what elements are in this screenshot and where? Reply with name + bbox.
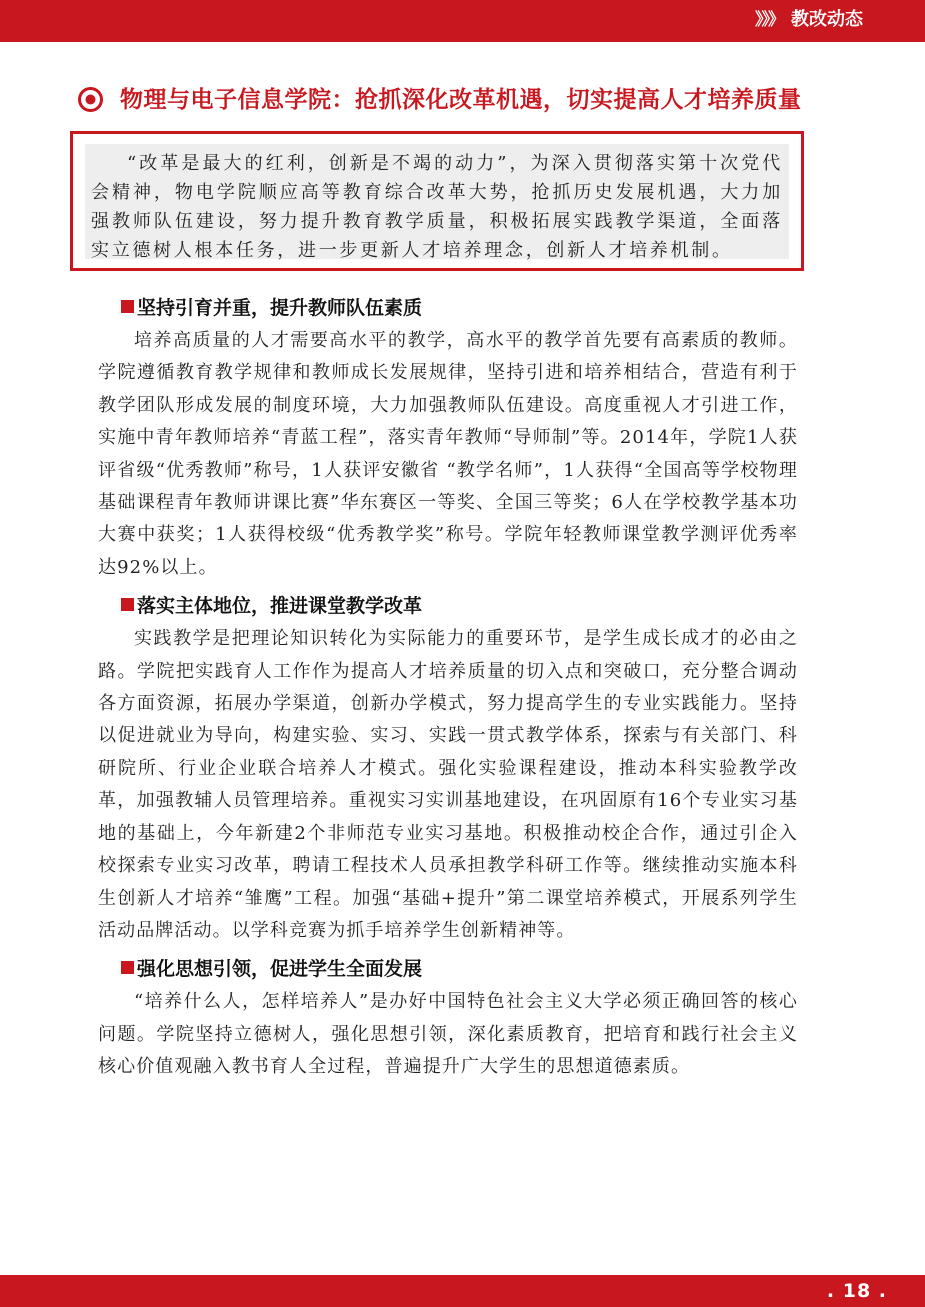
article-title-row bbox=[78, 84, 878, 118]
chevron-arrows-icon: 》》》 bbox=[755, 10, 783, 30]
section-label bbox=[755, 8, 863, 32]
section-paragraph: 实践教学是把理论知识转化为实际能力的重要环节，是学生成长成才的必由之路。学院把实践育人工作作为提高人才培养质量的切入点和突破口，充分整合调动各方面资源，拓展办学渠道，创新办学模式，努力提高学生的专业实践能力。坚持以促进就业为导向，构建实验、实习、实践一贯式教学体系，探索与有关部门、科研院所、行业企业联合培养人才模式。强化实验课程建设，推动本科实验教学改革，加强教辅人员管理培养。重视实习实训基地建设，在巩固原有16个专业实习基地的基础上，今年新建2个非师范专业实习基地。积极推动校企合作，通过引企入校探索专业实习改革，聘请工程技术人员承担教学科研工作等。继续推动实施本科生创新人才培养“雏鹰”工程。加强“基础+提升”第二课堂培养模式，开展系列学生活动品牌活动。以学科竞赛为抓手培养学生创新精神等。 bbox=[98, 628, 798, 941]
section-paragraph: “培养什么人，怎样培养人”是办好中国特色社会主义大学必须正确回答的核心问题。学院坚持立德树人，强化思想引领，深化素质教育，把培育和践行社会主义核心价值观融入教书育人全过程，普遍提升广大学生的思想道德素质。 bbox=[98, 991, 798, 1078]
square-bullet-icon bbox=[121, 598, 134, 611]
header-band bbox=[0, 0, 925, 42]
page-number: . 18 . bbox=[826, 1280, 887, 1302]
target-icon bbox=[78, 87, 103, 112]
section-heading bbox=[98, 590, 798, 623]
article-body bbox=[98, 292, 798, 1090]
section-heading bbox=[98, 292, 798, 325]
lead-background bbox=[85, 144, 789, 259]
section-heading bbox=[98, 953, 798, 986]
footer-band bbox=[0, 1275, 925, 1307]
section-paragraph: 培养高质量的人才需要高水平的教学，高水平的教学首先要有高素质的教师。学院遵循教育教学规律和教师成长发展规律，坚持引进和培养相结合，营造有利于教学团队形成发展的制度环境，大力加强教师队伍建设。高度重视人才引进工作，实施中青年教师培养“青蓝工程”，落实青年教师“导师制”等。2014年，学院1人获评省级“优秀教师”称号，1人获评安徽省 “教学名师”，1人获得“全国高等学校物理基础课程青年教师讲课比赛”华东赛区一等奖、全国三等奖；6人在学校教学基本功大赛中获奖；1人获得校级“优秀教学奖”称号。学院年轻教师课堂教学测评优秀率达92%以上。 bbox=[98, 330, 798, 578]
square-bullet-icon bbox=[121, 300, 134, 313]
section-heading-text: 坚持引育并重，提升教师队伍素质 bbox=[137, 297, 423, 319]
lead-text: “改革是最大的红利，创新是不竭的动力”，为深入贯彻落实第十次党代会精神，物电学院顺应高等教育综合改革大势，抢抓历史发展机遇，大力加强教师队伍建设，努力提升教育教学质量，积极拓展实践教学渠道，全面落实立德树人根本任务，进一步更新人才培养理念，创新人才培养机制。 bbox=[91, 153, 783, 261]
section-label-text: 教改动态 bbox=[791, 9, 863, 30]
section-heading-text: 强化思想引领，促进学生全面发展 bbox=[137, 958, 423, 981]
lead-box bbox=[70, 131, 804, 271]
article-title: 物理与电子信息学院：抢抓深化改革机遇，切实提高人才培养质量 bbox=[120, 87, 802, 113]
section-heading-text: 落实主体地位，推进课堂教学改革 bbox=[137, 595, 423, 618]
square-bullet-icon bbox=[121, 961, 134, 974]
